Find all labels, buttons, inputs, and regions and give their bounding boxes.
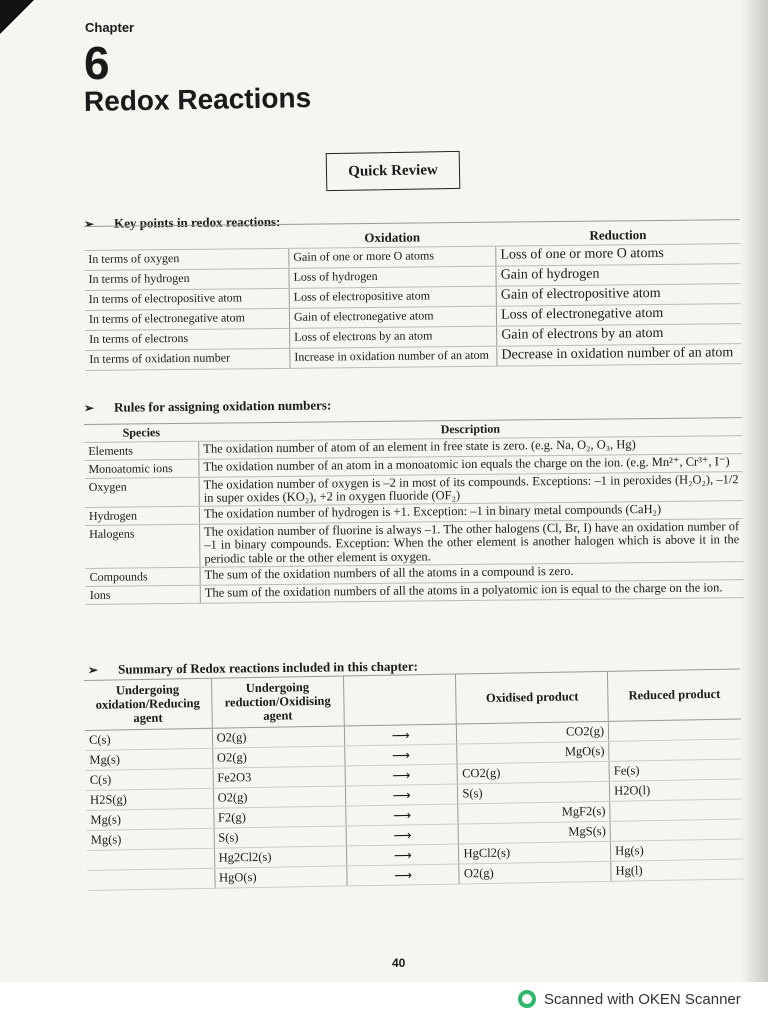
table-cell: Loss of hydrogen bbox=[289, 266, 496, 288]
table-cell: O2(g) bbox=[212, 746, 345, 768]
quick-review-box: Quick Review bbox=[326, 151, 461, 191]
table-cell: Ions bbox=[86, 585, 201, 604]
bullet-arrow-icon: ➢ bbox=[83, 216, 95, 231]
table-cell bbox=[610, 819, 743, 841]
table-cell: MgF2(s) bbox=[458, 802, 610, 825]
table-cell: Monoatomic ions bbox=[84, 459, 199, 478]
table-cell: Fe2O3 bbox=[213, 766, 346, 788]
table-cell: Gain of hydrogen bbox=[496, 264, 741, 287]
table-cell: F2(g) bbox=[213, 806, 346, 828]
key-points-table bbox=[83, 216, 741, 371]
chapter-number: 6 bbox=[84, 37, 110, 89]
table-cell: Hg(s) bbox=[611, 839, 744, 861]
arrow-cell: ⟶ bbox=[346, 844, 459, 866]
table-cell bbox=[87, 849, 214, 871]
table-cell: The sum of the oxidation numbers of all the atoms in a polyatomic ion is equal to the charge on the ion. bbox=[200, 579, 744, 603]
table-cell bbox=[610, 799, 743, 821]
header-cell: Undergoing oxidation/Reducing agent bbox=[84, 678, 212, 730]
scanner-watermark bbox=[518, 990, 741, 1008]
table-cell: Mg(s) bbox=[87, 829, 214, 851]
oxidation-rules-table bbox=[84, 417, 744, 605]
table-cell: In terms of oxidation number bbox=[85, 348, 290, 370]
table-cell: In terms of oxygen bbox=[84, 248, 289, 270]
table-cell: Mg(s) bbox=[85, 749, 212, 771]
header-cell: Oxidised product bbox=[456, 671, 609, 724]
table-cell: HgO(s) bbox=[214, 866, 347, 888]
table-cell: The oxidation number of an atom in a monoatomic ion equals the charge on the ion. (e.g. Mn²⁺, Cr³⁺, I⁻) bbox=[199, 454, 743, 478]
table-cell: H2S(g) bbox=[86, 789, 213, 811]
page-number: 40 bbox=[392, 956, 406, 970]
table-cell: The oxidation number of oxygen is –2 in most of its compounds. Exceptions: –1 in peroxides (H₂O₂), –1/2 in super oxides (KO₂), +2 in oxygen fluoride (OF₂) bbox=[199, 472, 743, 507]
header-cell: Species bbox=[84, 423, 199, 442]
table-cell: Elements bbox=[84, 441, 199, 460]
table-cell: The oxidation number of atom of an element in free state is zero. (e.g. Na, O₂, O₃, Hg) bbox=[199, 436, 743, 460]
table-cell: O2(g) bbox=[212, 726, 345, 748]
arrow-cell: ⟶ bbox=[347, 864, 460, 886]
table-cell: Halogens bbox=[85, 525, 200, 569]
table-cell: In terms of electropositive atom bbox=[85, 288, 290, 310]
table-cell: Gain of electropositive atom bbox=[496, 284, 741, 307]
arrow-cell: ⟶ bbox=[345, 784, 458, 806]
table-cell: CO2(g) bbox=[457, 762, 609, 785]
table-cell: Hg(l) bbox=[611, 859, 744, 881]
table-cell: In terms of hydrogen bbox=[84, 268, 289, 290]
page-shadow bbox=[740, 0, 768, 990]
arrow-cell: ⟶ bbox=[344, 724, 457, 746]
table-cell: Oxygen bbox=[85, 477, 200, 507]
scanner-logo-icon bbox=[518, 990, 536, 1008]
table-cell: H2O(l) bbox=[609, 779, 742, 801]
section-key-points-label: Key points in redox reactions: bbox=[113, 213, 281, 231]
table-cell: S(s) bbox=[214, 826, 347, 848]
arrow-cell: ⟶ bbox=[346, 824, 459, 846]
table-cell: Mg(s) bbox=[86, 809, 213, 831]
table-cell: Increase in oxidation number of an atom bbox=[290, 346, 497, 368]
table-cell: C(s) bbox=[86, 769, 213, 791]
table-cell: Gain of one or more O atoms bbox=[289, 246, 496, 268]
table-cell: HgCl2(s) bbox=[459, 842, 611, 865]
table-row bbox=[85, 519, 743, 568]
section-summary-label: Summary of Redox reactions included in this chapter: bbox=[117, 658, 418, 677]
section-rules-label: Rules for assigning oxidation numbers: bbox=[113, 397, 332, 415]
table-cell: Loss of electrons by an atom bbox=[290, 326, 497, 348]
table-cell bbox=[608, 719, 741, 741]
table-cell: In terms of electronegative atom bbox=[85, 308, 290, 330]
table-cell: CO2(g) bbox=[457, 722, 609, 745]
table-cell: Hg2Cl2(s) bbox=[214, 846, 347, 868]
table-cell: In terms of electrons bbox=[85, 328, 290, 350]
header-cell bbox=[343, 674, 456, 726]
table-cell: O2(g) bbox=[213, 786, 346, 808]
table-cell: Compounds bbox=[86, 567, 201, 586]
table-cell: O2(g) bbox=[459, 862, 611, 885]
table-cell: The oxidation number of fluorine is always –1. The other halogens (Cl, Br, I) have an oxidation number of –1 in binary compounds. Exception: When the other element is another halogen which is above it in the periodic table or the other element is oxygen. bbox=[200, 519, 744, 567]
scanner-text: Scanned with OKEN Scanner bbox=[544, 990, 741, 1008]
chapter-label: Chapter bbox=[85, 20, 135, 35]
table-cell: The oxidation number of hydrogen is +1. Exception: –1 in binary metal compounds (CaH₂) bbox=[199, 501, 743, 525]
table-cell bbox=[87, 869, 214, 891]
section-rules bbox=[84, 397, 331, 416]
header-cell: Undergoing reduction/Oxidising agent bbox=[211, 676, 344, 729]
arrow-cell: ⟶ bbox=[346, 804, 459, 826]
table-cell: Loss of one or more O atoms bbox=[496, 244, 741, 267]
table-cell: S(s) bbox=[458, 782, 610, 805]
arrow-cell: ⟶ bbox=[345, 744, 458, 766]
table-cell: Hydrogen bbox=[85, 507, 200, 526]
table-cell bbox=[609, 739, 742, 761]
chapter-title: Redox Reactions bbox=[83, 82, 312, 117]
table-cell: The sum of the oxidation numbers of all the atoms in a compound is zero. bbox=[200, 561, 744, 585]
table-cell: MgO(s) bbox=[457, 742, 609, 765]
redox-summary-table bbox=[84, 669, 744, 892]
table-cell: Fe(s) bbox=[609, 759, 742, 781]
bullet-arrow-icon: ➢ bbox=[87, 662, 99, 677]
arrow-cell: ⟶ bbox=[345, 764, 458, 786]
header-cell: Oxidation bbox=[288, 222, 495, 248]
table-cell: MgS(s) bbox=[459, 822, 611, 845]
table-cell: C(s) bbox=[85, 729, 212, 751]
corner-mark bbox=[0, 0, 34, 34]
header-cell: Reduced product bbox=[608, 669, 741, 722]
table-cell: Loss of electronegative atom bbox=[496, 304, 741, 327]
table-cell: Gain of electrons by an atom bbox=[497, 324, 742, 347]
table-cell: Gain of electronegative atom bbox=[289, 306, 496, 328]
bullet-arrow-icon: ➢ bbox=[83, 400, 95, 415]
table-cell: Loss of electropositive atom bbox=[289, 286, 496, 308]
header-cell: Description bbox=[198, 418, 742, 442]
header-cell bbox=[84, 224, 289, 250]
header-cell: Reduction bbox=[496, 220, 741, 247]
table-cell: Decrease in oxidation number of an atom bbox=[497, 344, 742, 367]
